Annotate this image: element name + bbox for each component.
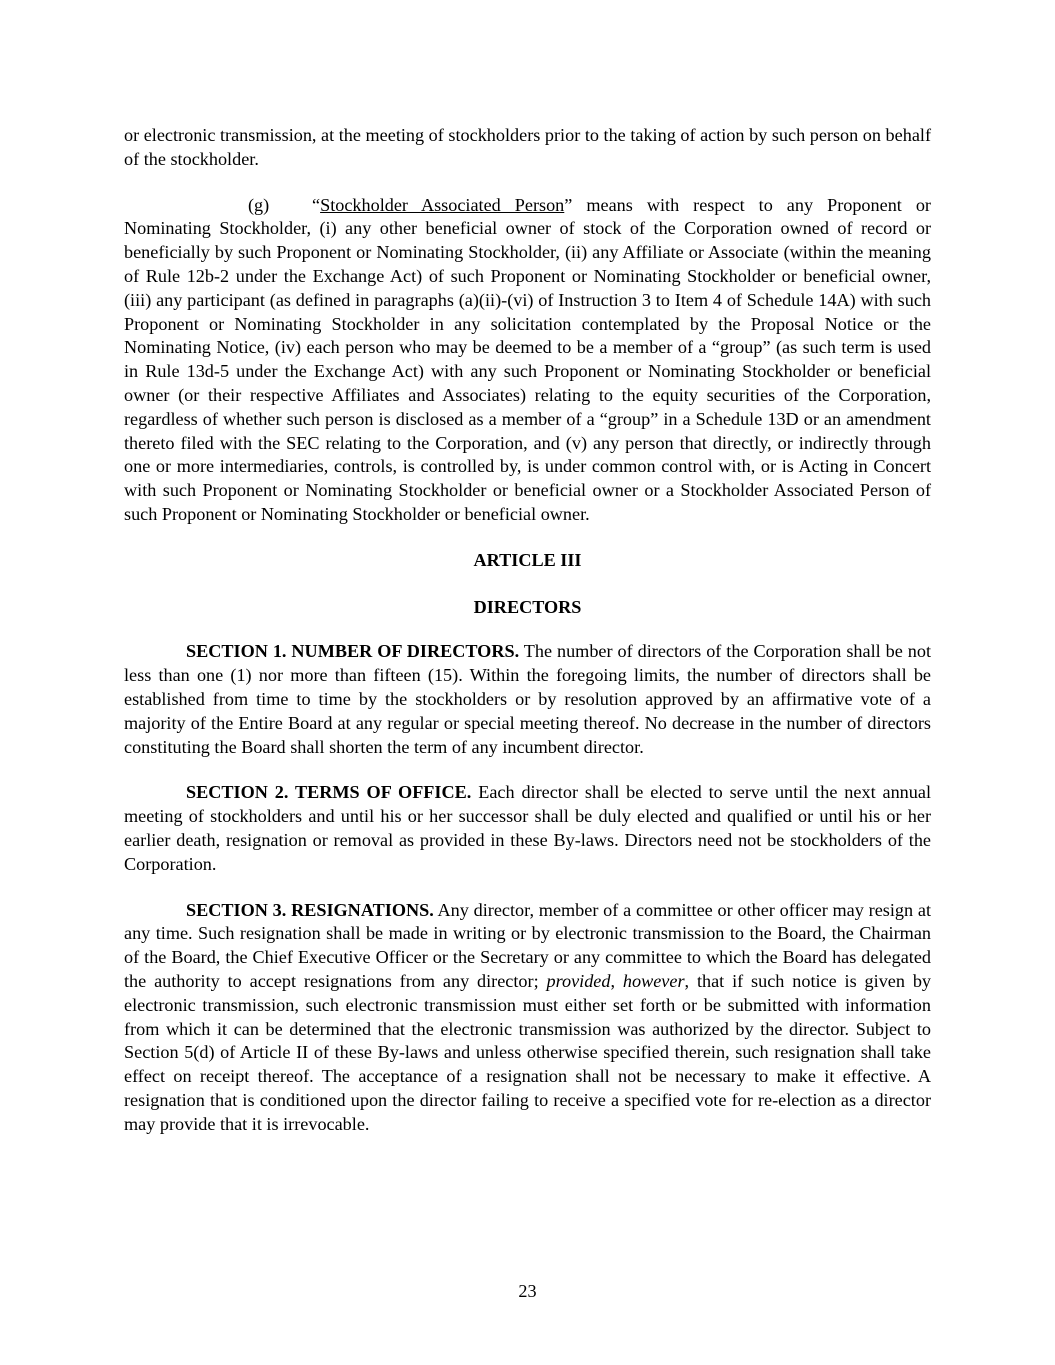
section-3-title: SECTION 3. RESIGNATIONS.: [186, 899, 434, 920]
section-3-text-b: , that if such notice is given by electronic transmission, such electronic transmission must either set forth or be submitted with information from which it can be determined that the electronic transmission was authorized by the director. Subject to Section 5(d) of Article II of these By-laws and unless otherwise specified therein, such resignation shall take effect on receipt thereof. The acceptance of a resignation shall not be necessary to make it effective. A resignation that is conditioned upon the director failing to receive a specified vote for re-election as a director may provide that it is irrevocable.: [124, 970, 932, 1134]
definition-paragraph-g: [124, 194, 931, 527]
section-2-paragraph: [124, 781, 931, 876]
section-2-title: SECTION 2. TERMS OF OFFICE.: [186, 782, 472, 803]
section-3-paragraph: [124, 899, 931, 1137]
continuation-paragraph: [124, 124, 931, 172]
continuation-text: or electronic transmission, at the meeting of stockholders prior to the taking of action by such person on behalf of the stockholder.: [124, 125, 931, 169]
section-1-title: SECTION 1. NUMBER OF DIRECTORS.: [186, 641, 520, 662]
section-2-text: Each director shall be elected to serve until the next annual meeting of stockholders and until his or her successor shall be duly elected and qualified or until his or her earlier death, resignation or removal as provided in these By-laws. Directors need not be stockholders of the Corporation.: [124, 782, 931, 874]
section-3-comma: ,: [610, 970, 623, 991]
provided-word: provided: [546, 970, 611, 991]
document-page: [124, 124, 931, 1158]
defined-term: Stockholder Associated Person: [320, 194, 565, 215]
however-word: however: [622, 970, 685, 991]
close-quote: ”: [564, 194, 573, 215]
section-1-paragraph: [124, 640, 931, 759]
definition-marker: (g): [248, 194, 270, 215]
definition-text: means with respect to any Proponent or Nominating Stockholder, (i) any other beneficial owner of stock of the Corporation owned of record or beneficially by such Proponent or Nominating Stockholder, (ii) any Affiliate or Associate (within the meaning of Rule 12b-2 under the Exchange Act) of such Proponent or Nominating Stockholder or beneficial owner, (iii) any participant (as defined in paragraphs (a)(ii)-(vi) of Instruction 3 to Item 4 of Schedule 14A) with such Proponent or Nominating Stockholder in any solicitation contemplated by the Proposal Notice or the Nominating Notice, (iv) each person who may be deemed to be a member of a “group” (as such term is used in Rule 13d-5 under the Exchange Act) with any such Proponent or Nominating Stockholder or beneficial owner (or their respective Affiliates and Associates) relating to the equity securities of the Corporation, regardless of whether such person is disclosed as a member of a “group” in a Schedule 13D or an amendment thereto filed with the SEC relating to the Corporation, and (v) any person that directly, or indirectly through one or more intermediaries, controls, is controlled by, is under common control with, or is Acting in Concert with such Proponent or Nominating Stockholder or beneficial owner or a Stockholder Associated Person of such Proponent or Nominating Stockholder or beneficial owner.: [124, 194, 931, 524]
section-3-text-a: Any director, member of a committee or other officer may resign at any time. Such resignation shall be made in writing or by electronic transmission to the Board, the Chairman of the Board, the Chief Executive Officer or the Secretary or any committee to which the Board has delegated the authority to accept resignations from any director;: [124, 899, 931, 991]
page-number: 23: [518, 1281, 537, 1301]
article-subheading: DIRECTORS: [473, 596, 582, 617]
article-heading: ARTICLE III: [473, 549, 582, 570]
open-quote: “: [312, 194, 321, 215]
section-1-text: The number of directors of the Corporation shall be not less than one (1) nor more than fifteen (15). Within the foregoing limits, the number of directors shall be established from time to time by the stockholders or by resolution approved by an affirmative vote of a majority of the Entire Board at any regular or special meeting thereof. No decrease in the number of directors constituting the Board shall shorten the term of any incumbent director.: [124, 641, 932, 757]
